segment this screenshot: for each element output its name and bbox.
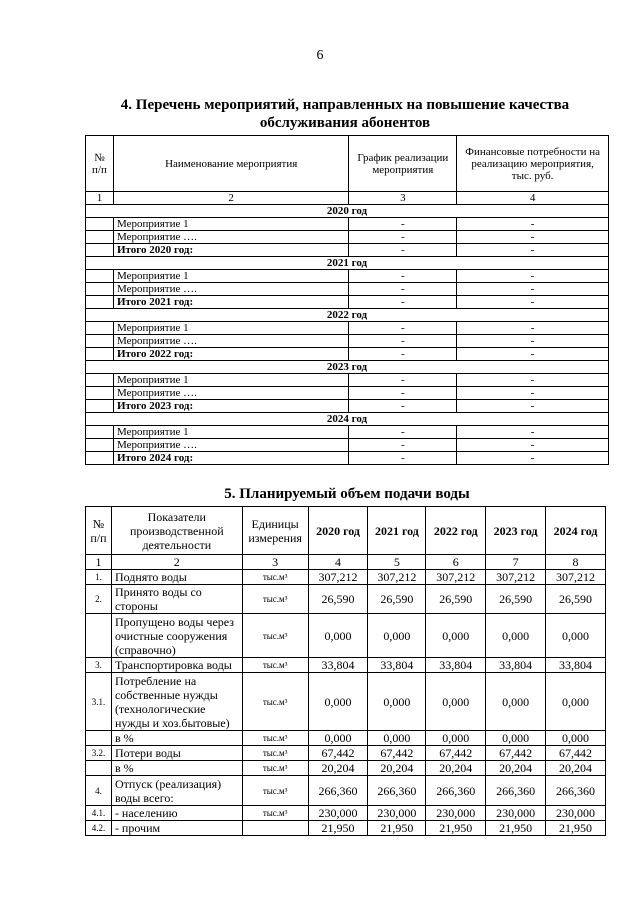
colnum: 5 [368,555,426,570]
measure-schedule: - [349,426,457,439]
table-row [86,400,609,413]
measure-schedule: - [349,270,457,283]
header-schedule: График реализации мероприятия [349,136,457,192]
table-row [86,821,606,836]
year-label: 2024 год [86,413,609,426]
indicator-name: Пропущено воды через очистные сооружения (справочно) [111,614,242,658]
unit-cell: тыс.м³ [242,673,308,731]
table-row [86,731,606,746]
row-num [86,374,114,387]
value-cell: 67,442 [308,746,368,761]
colnum: 6 [426,555,486,570]
measure-finance: - [457,387,609,400]
indicator-name: Потребление на собственные нужды (технологические нужды и хоз.бытовые) [111,673,242,731]
measure-name: Мероприятие 1 [113,374,348,387]
value-cell: 230,000 [368,806,426,821]
table-row [86,270,609,283]
value-cell: 20,204 [486,761,546,776]
table-row [86,806,606,821]
row-num: 3. [86,658,112,673]
colnum: 2 [111,555,242,570]
water-colnum-row [86,555,606,570]
measure-name: Мероприятие …. [113,231,348,244]
row-num: 4. [86,776,112,806]
unit-cell: тыс.м³ [242,731,308,746]
measures-table [85,135,609,465]
value-cell: 20,204 [426,761,486,776]
table-row [86,322,609,335]
measure-schedule: - [349,374,457,387]
table-row [86,218,609,231]
row-num [86,439,114,452]
value-cell: 307,212 [546,570,606,585]
row-num [86,426,114,439]
value-cell: 67,442 [486,746,546,761]
indicator-name: Принято воды со стороны [111,585,242,614]
year-group-row [86,309,609,322]
indicator-name: в % [111,761,242,776]
value-cell: 0,000 [368,614,426,658]
value-cell: 0,000 [546,614,606,658]
table-row [86,439,609,452]
value-cell: 67,442 [546,746,606,761]
header-year: 2023 год [486,507,546,555]
unit-cell: тыс.м³ [242,570,308,585]
table-row [86,387,609,400]
value-cell: 33,804 [546,658,606,673]
measure-schedule: - [349,400,457,413]
table-row [86,244,609,257]
header-num: № п/п [86,136,114,192]
colnum: 1 [86,192,114,205]
value-cell: 230,000 [426,806,486,821]
measure-schedule: - [349,283,457,296]
table-row [86,231,609,244]
measure-finance: - [457,348,609,361]
header-year: 2024 год [546,507,606,555]
unit-cell: тыс.м³ [242,776,308,806]
colnum: 2 [113,192,348,205]
value-cell: 0,000 [368,731,426,746]
year-group-row [86,257,609,270]
value-cell: 0,000 [546,731,606,746]
value-cell: 307,212 [486,570,546,585]
row-num: 4.1. [86,806,112,821]
row-num [86,270,114,283]
colnum: 3 [242,555,308,570]
value-cell: 0,000 [486,614,546,658]
row-num: 3.2. [86,746,112,761]
table-row [86,426,609,439]
measure-name: Мероприятие …. [113,335,348,348]
measure-name: Мероприятие 1 [113,322,348,335]
table-row [86,348,609,361]
indicator-name: Поднято воды [111,570,242,585]
row-num [86,322,114,335]
table-row [86,658,606,673]
value-cell: 0,000 [426,731,486,746]
unit-cell [242,821,308,836]
measure-finance: - [457,296,609,309]
measure-finance: - [457,335,609,348]
row-num: 3.1. [86,673,112,731]
value-cell: 20,204 [368,761,426,776]
measure-finance: - [457,244,609,257]
year-group-row [86,205,609,218]
measure-name: Мероприятие …. [113,387,348,400]
measure-name: Итого 2021 год: [113,296,348,309]
measure-name: Итого 2023 год: [113,400,348,413]
value-cell: 26,590 [368,585,426,614]
value-cell: 266,360 [426,776,486,806]
water-header-row [86,507,606,555]
value-cell: 0,000 [426,673,486,731]
value-cell: 266,360 [546,776,606,806]
value-cell: 33,804 [308,658,368,673]
unit-cell: тыс.м³ [242,746,308,761]
year-label: 2020 год [86,205,609,218]
value-cell: 21,950 [368,821,426,836]
value-cell: 67,442 [368,746,426,761]
row-num [86,231,114,244]
colnum: 8 [546,555,606,570]
measure-name: Мероприятие 1 [113,218,348,231]
measure-schedule: - [349,335,457,348]
value-cell: 0,000 [308,731,368,746]
unit-cell: тыс.м³ [242,658,308,673]
section4-title [80,96,610,132]
table-row [86,374,609,387]
table-row [86,761,606,776]
value-cell: 33,804 [486,658,546,673]
year-label: 2022 год [86,309,609,322]
year-label: 2023 год [86,361,609,374]
value-cell: 21,950 [486,821,546,836]
measure-schedule: - [349,296,457,309]
section4-title-line1: 4. Перечень мероприятий, направленных на повышение качества [120,97,570,113]
value-cell: 0,000 [486,731,546,746]
indicator-name: Отпуск (реализация) воды всего: [111,776,242,806]
measure-name: Мероприятие 1 [113,270,348,283]
year-group-row [86,413,609,426]
table-row [86,452,609,465]
value-cell: 67,442 [426,746,486,761]
value-cell: 307,212 [368,570,426,585]
row-num [86,731,112,746]
row-num [86,348,114,361]
table-row [86,570,606,585]
measures-header-row [86,136,609,192]
measure-finance: - [457,322,609,335]
row-num: 2. [86,585,112,614]
value-cell: 266,360 [486,776,546,806]
year-label: 2021 год [86,257,609,270]
value-cell: 0,000 [368,673,426,731]
header-num: № п/п [86,507,112,555]
row-num [86,283,114,296]
value-cell: 26,590 [426,585,486,614]
measure-schedule: - [349,244,457,257]
row-num [86,387,114,400]
colnum: 3 [349,192,457,205]
colnum: 4 [457,192,609,205]
header-finance: Финансовые потребности на реализацию мероприятия, тыс. руб. [457,136,609,192]
measure-name: Мероприятие …. [113,283,348,296]
measure-finance: - [457,283,609,296]
measure-schedule: - [349,452,457,465]
value-cell: 20,204 [308,761,368,776]
header-year: 2020 год [308,507,368,555]
header-unit: Единицы измерения [242,507,308,555]
table-row [86,335,609,348]
value-cell: 0,000 [486,673,546,731]
value-cell: 230,000 [546,806,606,821]
row-num [86,452,114,465]
indicator-name: - населению [111,806,242,821]
table-row [86,585,606,614]
measures-colnum-row [86,192,609,205]
measure-schedule: - [349,387,457,400]
value-cell: 21,950 [426,821,486,836]
section4-title-line2: обслуживания абонентов [259,115,431,131]
value-cell: 26,590 [486,585,546,614]
measure-schedule: - [349,231,457,244]
value-cell: 0,000 [308,673,368,731]
measure-finance: - [457,374,609,387]
colnum: 1 [86,555,112,570]
measure-schedule: - [349,322,457,335]
measure-finance: - [457,218,609,231]
value-cell: 0,000 [426,614,486,658]
row-num [86,761,112,776]
table-row [86,614,606,658]
measure-name: Итого 2024 год: [113,452,348,465]
header-year: 2022 год [426,507,486,555]
value-cell: 266,360 [308,776,368,806]
value-cell: 20,204 [546,761,606,776]
unit-cell: тыс.м³ [242,806,308,821]
row-num [86,614,112,658]
measure-finance: - [457,231,609,244]
value-cell: 307,212 [308,570,368,585]
unit-cell: тыс.м³ [242,761,308,776]
table-row [86,673,606,731]
row-num [86,335,114,348]
measure-finance: - [457,439,609,452]
measure-name: Итого 2020 год: [113,244,348,257]
indicator-name: в % [111,731,242,746]
table-row [86,776,606,806]
header-indicator: Показатели производственной деятельности [111,507,242,555]
row-num: 4.2. [86,821,112,836]
value-cell: 33,804 [368,658,426,673]
measure-name: Мероприятие …. [113,439,348,452]
value-cell: 33,804 [426,658,486,673]
measure-name: Итого 2022 год: [113,348,348,361]
measure-finance: - [457,426,609,439]
value-cell: 21,950 [546,821,606,836]
measure-schedule: - [349,348,457,361]
value-cell: 0,000 [546,673,606,731]
water-supply-table [85,506,606,836]
value-cell: 21,950 [308,821,368,836]
section5-title: 5. Планируемый объем подачи воды [224,486,470,502]
indicator-name: - прочим [111,821,242,836]
value-cell: 26,590 [308,585,368,614]
row-num [86,244,114,257]
indicator-name: Транспортировка воды [111,658,242,673]
header-year: 2021 год [368,507,426,555]
year-group-row [86,361,609,374]
row-num [86,218,114,231]
value-cell: 230,000 [308,806,368,821]
header-name: Наименование мероприятия [113,136,348,192]
page-number: 6 [316,48,324,63]
measure-finance: - [457,400,609,413]
colnum: 4 [308,555,368,570]
value-cell: 230,000 [486,806,546,821]
colnum: 7 [486,555,546,570]
row-num [86,296,114,309]
table-row [86,283,609,296]
measure-finance: - [457,270,609,283]
measure-finance: - [457,452,609,465]
indicator-name: Потери воды [111,746,242,761]
value-cell: 0,000 [308,614,368,658]
measure-schedule: - [349,439,457,452]
value-cell: 266,360 [368,776,426,806]
row-num [86,400,114,413]
value-cell: 307,212 [426,570,486,585]
measure-schedule: - [349,218,457,231]
unit-cell: тыс.м³ [242,585,308,614]
value-cell: 26,590 [546,585,606,614]
row-num: 1. [86,570,112,585]
unit-cell: тыс.м³ [242,614,308,658]
table-row [86,296,609,309]
table-row [86,746,606,761]
measure-name: Мероприятие 1 [113,426,348,439]
